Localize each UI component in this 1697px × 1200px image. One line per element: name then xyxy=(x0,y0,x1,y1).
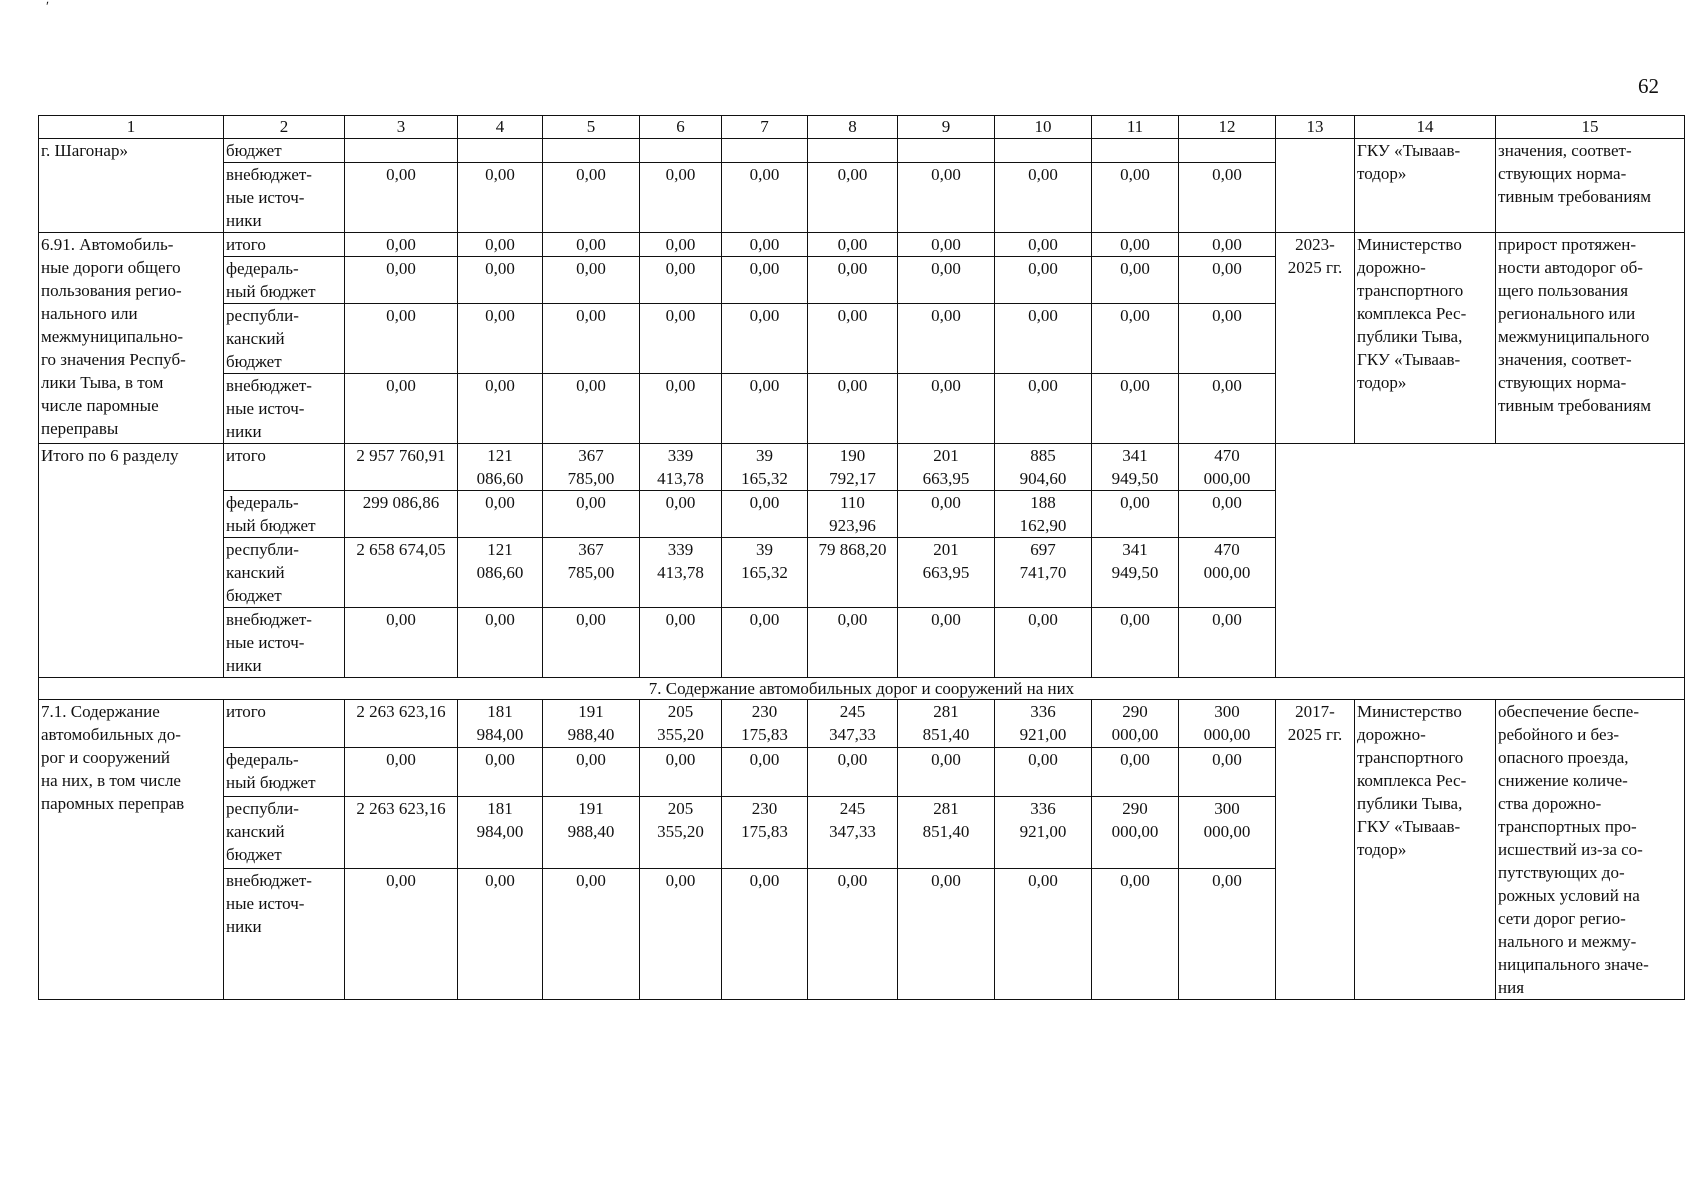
table-row xyxy=(39,139,1685,163)
amount-cell: 0,00 xyxy=(722,163,808,233)
amount-cell: 0,00 xyxy=(345,374,458,444)
amount-cell: 0,00 xyxy=(345,869,458,1000)
amount-cell: 339 413,78 xyxy=(640,538,722,608)
amount-cell: 0,00 xyxy=(898,233,995,257)
result-cell: прирост протяжен- ности автодорог об- щего пользования регионального или межмуниципального значения, соответ- ствующих норма- тивным требованиям xyxy=(1496,233,1685,444)
amount-cell xyxy=(1179,139,1276,163)
funding-source: республи- канский бюджет xyxy=(224,304,345,374)
amount-cell: 0,00 xyxy=(345,257,458,304)
amount-cell: 0,00 xyxy=(543,374,640,444)
measure-name: 6.91. Автомобиль- ные дороги общего пользования регио- нального или межмуниципально- го значения Респуб- лики Тыва, в том числе паромные переправы xyxy=(39,233,224,444)
amount-cell: 110 923,96 xyxy=(808,491,898,538)
amount-cell: 0,00 xyxy=(1092,374,1179,444)
amount-cell: 0,00 xyxy=(898,304,995,374)
amount-cell: 190 792,17 xyxy=(808,444,898,491)
amount-cell: 0,00 xyxy=(995,304,1092,374)
amount-cell: 0,00 xyxy=(1179,374,1276,444)
amount-cell: 290 000,00 xyxy=(1092,796,1179,868)
column-header: 13 xyxy=(1276,116,1355,139)
funding-source: итого xyxy=(224,700,345,748)
amount-cell xyxy=(722,139,808,163)
amount-cell: 0,00 xyxy=(1092,163,1179,233)
amount-cell: 188 162,90 xyxy=(995,491,1092,538)
column-header: 10 xyxy=(995,116,1092,139)
amount-cell: 0,00 xyxy=(995,748,1092,796)
amount-cell: 0,00 xyxy=(808,304,898,374)
period-cell: 2017- 2025 гг. xyxy=(1276,700,1355,1000)
amount-cell: 0,00 xyxy=(808,163,898,233)
amount-cell: 0,00 xyxy=(1179,257,1276,304)
amount-cell: 0,00 xyxy=(640,374,722,444)
column-header: 1 xyxy=(39,116,224,139)
result-cell: обеспечение беспе- ребойного и без- опасного проезда, снижение количе- ства дорожно- транспортных про- исшествий из-за со- путствующих до- рожных условий на сети дорог регио- нального и межму- ниципального значе- ния xyxy=(1496,700,1685,1000)
amount-cell: 0,00 xyxy=(1179,869,1276,1000)
amount-cell: 0,00 xyxy=(543,869,640,1000)
amount-cell: 336 921,00 xyxy=(995,796,1092,868)
empty-cell xyxy=(1276,444,1685,678)
amount-cell: 0,00 xyxy=(345,748,458,796)
amount-cell: 0,00 xyxy=(722,374,808,444)
amount-cell: 205 355,20 xyxy=(640,796,722,868)
amount-cell: 0,00 xyxy=(1179,163,1276,233)
amount-cell: 201 663,95 xyxy=(898,444,995,491)
amount-cell: 191 988,40 xyxy=(543,796,640,868)
amount-cell: 0,00 xyxy=(722,869,808,1000)
amount-cell: 0,00 xyxy=(345,163,458,233)
table-row xyxy=(39,233,1685,257)
column-header: 11 xyxy=(1092,116,1179,139)
amount-cell: 0,00 xyxy=(898,257,995,304)
amount-cell: 470 000,00 xyxy=(1179,444,1276,491)
amount-cell: 0,00 xyxy=(722,608,808,678)
amount-cell: 0,00 xyxy=(722,304,808,374)
amount-cell: 0,00 xyxy=(458,163,543,233)
amount-cell: 0,00 xyxy=(995,608,1092,678)
amount-cell: 0,00 xyxy=(1092,608,1179,678)
scan-mark: ʹ xyxy=(46,0,50,15)
amount-cell: 367 785,00 xyxy=(543,444,640,491)
amount-cell: 367 785,00 xyxy=(543,538,640,608)
amount-cell: 0,00 xyxy=(722,233,808,257)
amount-cell: 0,00 xyxy=(1092,869,1179,1000)
amount-cell: 0,00 xyxy=(543,163,640,233)
period-cell: 2023- 2025 гг. xyxy=(1276,233,1355,444)
amount-cell: 0,00 xyxy=(898,748,995,796)
column-header: 5 xyxy=(543,116,640,139)
amount-cell: 0,00 xyxy=(808,869,898,1000)
amount-cell: 0,00 xyxy=(1179,748,1276,796)
amount-cell: 0,00 xyxy=(1092,233,1179,257)
amount-cell: 2 263 623,16 xyxy=(345,796,458,868)
amount-cell: 2 263 623,16 xyxy=(345,700,458,748)
funding-source: федераль- ный бюджет xyxy=(224,748,345,796)
amount-cell: 0,00 xyxy=(458,257,543,304)
amount-cell: 0,00 xyxy=(808,748,898,796)
amount-cell: 885 904,60 xyxy=(995,444,1092,491)
executor-cell: Министерство дорожно- транспортного комплекса Рес- публики Тыва, ГКУ «Тываав- тодор» xyxy=(1355,233,1496,444)
column-header: 14 xyxy=(1355,116,1496,139)
amount-cell: 0,00 xyxy=(722,748,808,796)
amount-cell: 0,00 xyxy=(995,163,1092,233)
amount-cell: 0,00 xyxy=(640,257,722,304)
funding-source: федераль- ный бюджет xyxy=(224,491,345,538)
amount-cell: 300 000,00 xyxy=(1179,700,1276,748)
executor-cell: ГКУ «Тываав- тодор» xyxy=(1355,139,1496,233)
amount-cell: 0,00 xyxy=(722,491,808,538)
measure-name: 7.1. Содержание автомобильных до- рог и сооружений на них, в том числе паромных переправ xyxy=(39,700,224,1000)
page-number: 62 xyxy=(1638,74,1659,98)
amount-cell: 290 000,00 xyxy=(1092,700,1179,748)
column-header: 15 xyxy=(1496,116,1685,139)
amount-cell xyxy=(543,139,640,163)
amount-cell: 0,00 xyxy=(808,257,898,304)
column-header: 3 xyxy=(345,116,458,139)
amount-cell: 0,00 xyxy=(898,608,995,678)
amount-cell: 0,00 xyxy=(458,374,543,444)
funding-source: внебюджет- ные источ- ники xyxy=(224,608,345,678)
amount-cell: 0,00 xyxy=(458,748,543,796)
funding-source: итого xyxy=(224,444,345,491)
amount-cell: 0,00 xyxy=(458,304,543,374)
amount-cell: 0,00 xyxy=(543,748,640,796)
budget-table xyxy=(38,115,1685,1000)
amount-cell: 201 663,95 xyxy=(898,538,995,608)
column-header: 4 xyxy=(458,116,543,139)
funding-source: республи- канский бюджет xyxy=(224,796,345,868)
amount-cell: 39 165,32 xyxy=(722,538,808,608)
funding-source: республи- канский бюджет xyxy=(224,538,345,608)
amount-cell: 339 413,78 xyxy=(640,444,722,491)
amount-cell: 0,00 xyxy=(543,491,640,538)
table-row xyxy=(39,444,1685,491)
amount-cell: 0,00 xyxy=(458,491,543,538)
measure-name: Итого по 6 разделу xyxy=(39,444,224,678)
amount-cell: 2 957 760,91 xyxy=(345,444,458,491)
amount-cell: 0,00 xyxy=(898,869,995,1000)
amount-cell xyxy=(995,139,1092,163)
table-row xyxy=(39,700,1685,748)
amount-cell xyxy=(640,139,722,163)
funding-source: внебюджет- ные источ- ники xyxy=(224,869,345,1000)
amount-cell: 341 949,50 xyxy=(1092,444,1179,491)
amount-cell: 0,00 xyxy=(640,163,722,233)
amount-cell: 341 949,50 xyxy=(1092,538,1179,608)
amount-cell: 299 086,86 xyxy=(345,491,458,538)
executor-cell: Министерство дорожно- транспортного комплекса Рес- публики Тыва, ГКУ «Тываав- тодор» xyxy=(1355,700,1496,1000)
amount-cell: 0,00 xyxy=(640,869,722,1000)
amount-cell: 2 658 674,05 xyxy=(345,538,458,608)
amount-cell: 205 355,20 xyxy=(640,700,722,748)
amount-cell: 0,00 xyxy=(1092,257,1179,304)
amount-cell: 300 000,00 xyxy=(1179,796,1276,868)
amount-cell: 281 851,40 xyxy=(898,700,995,748)
amount-cell: 0,00 xyxy=(898,163,995,233)
amount-cell: 470 000,00 xyxy=(1179,538,1276,608)
column-header: 2 xyxy=(224,116,345,139)
funding-source: внебюджет- ные источ- ники xyxy=(224,163,345,233)
amount-cell: 0,00 xyxy=(640,304,722,374)
amount-cell: 0,00 xyxy=(345,608,458,678)
amount-cell: 0,00 xyxy=(1092,491,1179,538)
section-row xyxy=(39,678,1685,700)
column-header: 7 xyxy=(722,116,808,139)
amount-cell: 281 851,40 xyxy=(898,796,995,868)
amount-cell: 0,00 xyxy=(1092,304,1179,374)
header-row xyxy=(39,116,1685,139)
amount-cell xyxy=(458,139,543,163)
amount-cell: 0,00 xyxy=(640,491,722,538)
amount-cell: 121 086,60 xyxy=(458,538,543,608)
amount-cell: 0,00 xyxy=(898,491,995,538)
amount-cell: 79 868,20 xyxy=(808,538,898,608)
amount-cell: 230 175,83 xyxy=(722,700,808,748)
amount-cell: 0,00 xyxy=(808,608,898,678)
amount-cell: 0,00 xyxy=(808,374,898,444)
result-cell: значения, соответ- ствующих норма- тивным требованиям xyxy=(1496,139,1685,233)
amount-cell xyxy=(345,139,458,163)
amount-cell: 0,00 xyxy=(345,304,458,374)
amount-cell: 0,00 xyxy=(808,233,898,257)
amount-cell: 0,00 xyxy=(458,608,543,678)
amount-cell: 245 347,33 xyxy=(808,700,898,748)
amount-cell: 0,00 xyxy=(640,608,722,678)
column-header: 9 xyxy=(898,116,995,139)
amount-cell: 0,00 xyxy=(640,748,722,796)
period-cell xyxy=(1276,139,1355,233)
amount-cell: 0,00 xyxy=(640,233,722,257)
amount-cell: 245 347,33 xyxy=(808,796,898,868)
section-title: 7. Содержание автомобильных дорог и сооружений на них xyxy=(39,678,1685,700)
amount-cell: 0,00 xyxy=(1179,608,1276,678)
amount-cell: 0,00 xyxy=(995,233,1092,257)
amount-cell xyxy=(808,139,898,163)
amount-cell: 230 175,83 xyxy=(722,796,808,868)
amount-cell: 697 741,70 xyxy=(995,538,1092,608)
amount-cell: 121 086,60 xyxy=(458,444,543,491)
amount-cell: 0,00 xyxy=(1092,748,1179,796)
amount-cell: 0,00 xyxy=(1179,491,1276,538)
amount-cell: 0,00 xyxy=(543,608,640,678)
amount-cell: 0,00 xyxy=(995,374,1092,444)
amount-cell: 0,00 xyxy=(898,374,995,444)
amount-cell: 336 921,00 xyxy=(995,700,1092,748)
amount-cell: 181 984,00 xyxy=(458,796,543,868)
amount-cell: 0,00 xyxy=(345,233,458,257)
amount-cell: 0,00 xyxy=(458,869,543,1000)
funding-source: федераль- ный бюджет xyxy=(224,257,345,304)
amount-cell: 0,00 xyxy=(543,257,640,304)
column-header: 8 xyxy=(808,116,898,139)
amount-cell: 0,00 xyxy=(543,233,640,257)
amount-cell: 0,00 xyxy=(543,304,640,374)
amount-cell: 181 984,00 xyxy=(458,700,543,748)
measure-name: г. Шагонар» xyxy=(39,139,224,233)
amount-cell: 0,00 xyxy=(995,869,1092,1000)
column-header: 12 xyxy=(1179,116,1276,139)
amount-cell xyxy=(898,139,995,163)
column-header: 6 xyxy=(640,116,722,139)
amount-cell: 191 988,40 xyxy=(543,700,640,748)
amount-cell: 0,00 xyxy=(1179,233,1276,257)
funding-source: итого xyxy=(224,233,345,257)
amount-cell: 0,00 xyxy=(1179,304,1276,374)
amount-cell: 0,00 xyxy=(458,233,543,257)
amount-cell: 0,00 xyxy=(995,257,1092,304)
amount-cell xyxy=(1092,139,1179,163)
amount-cell: 39 165,32 xyxy=(722,444,808,491)
amount-cell: 0,00 xyxy=(722,257,808,304)
funding-source: внебюджет- ные источ- ники xyxy=(224,374,345,444)
funding-source: бюджет xyxy=(224,139,345,163)
